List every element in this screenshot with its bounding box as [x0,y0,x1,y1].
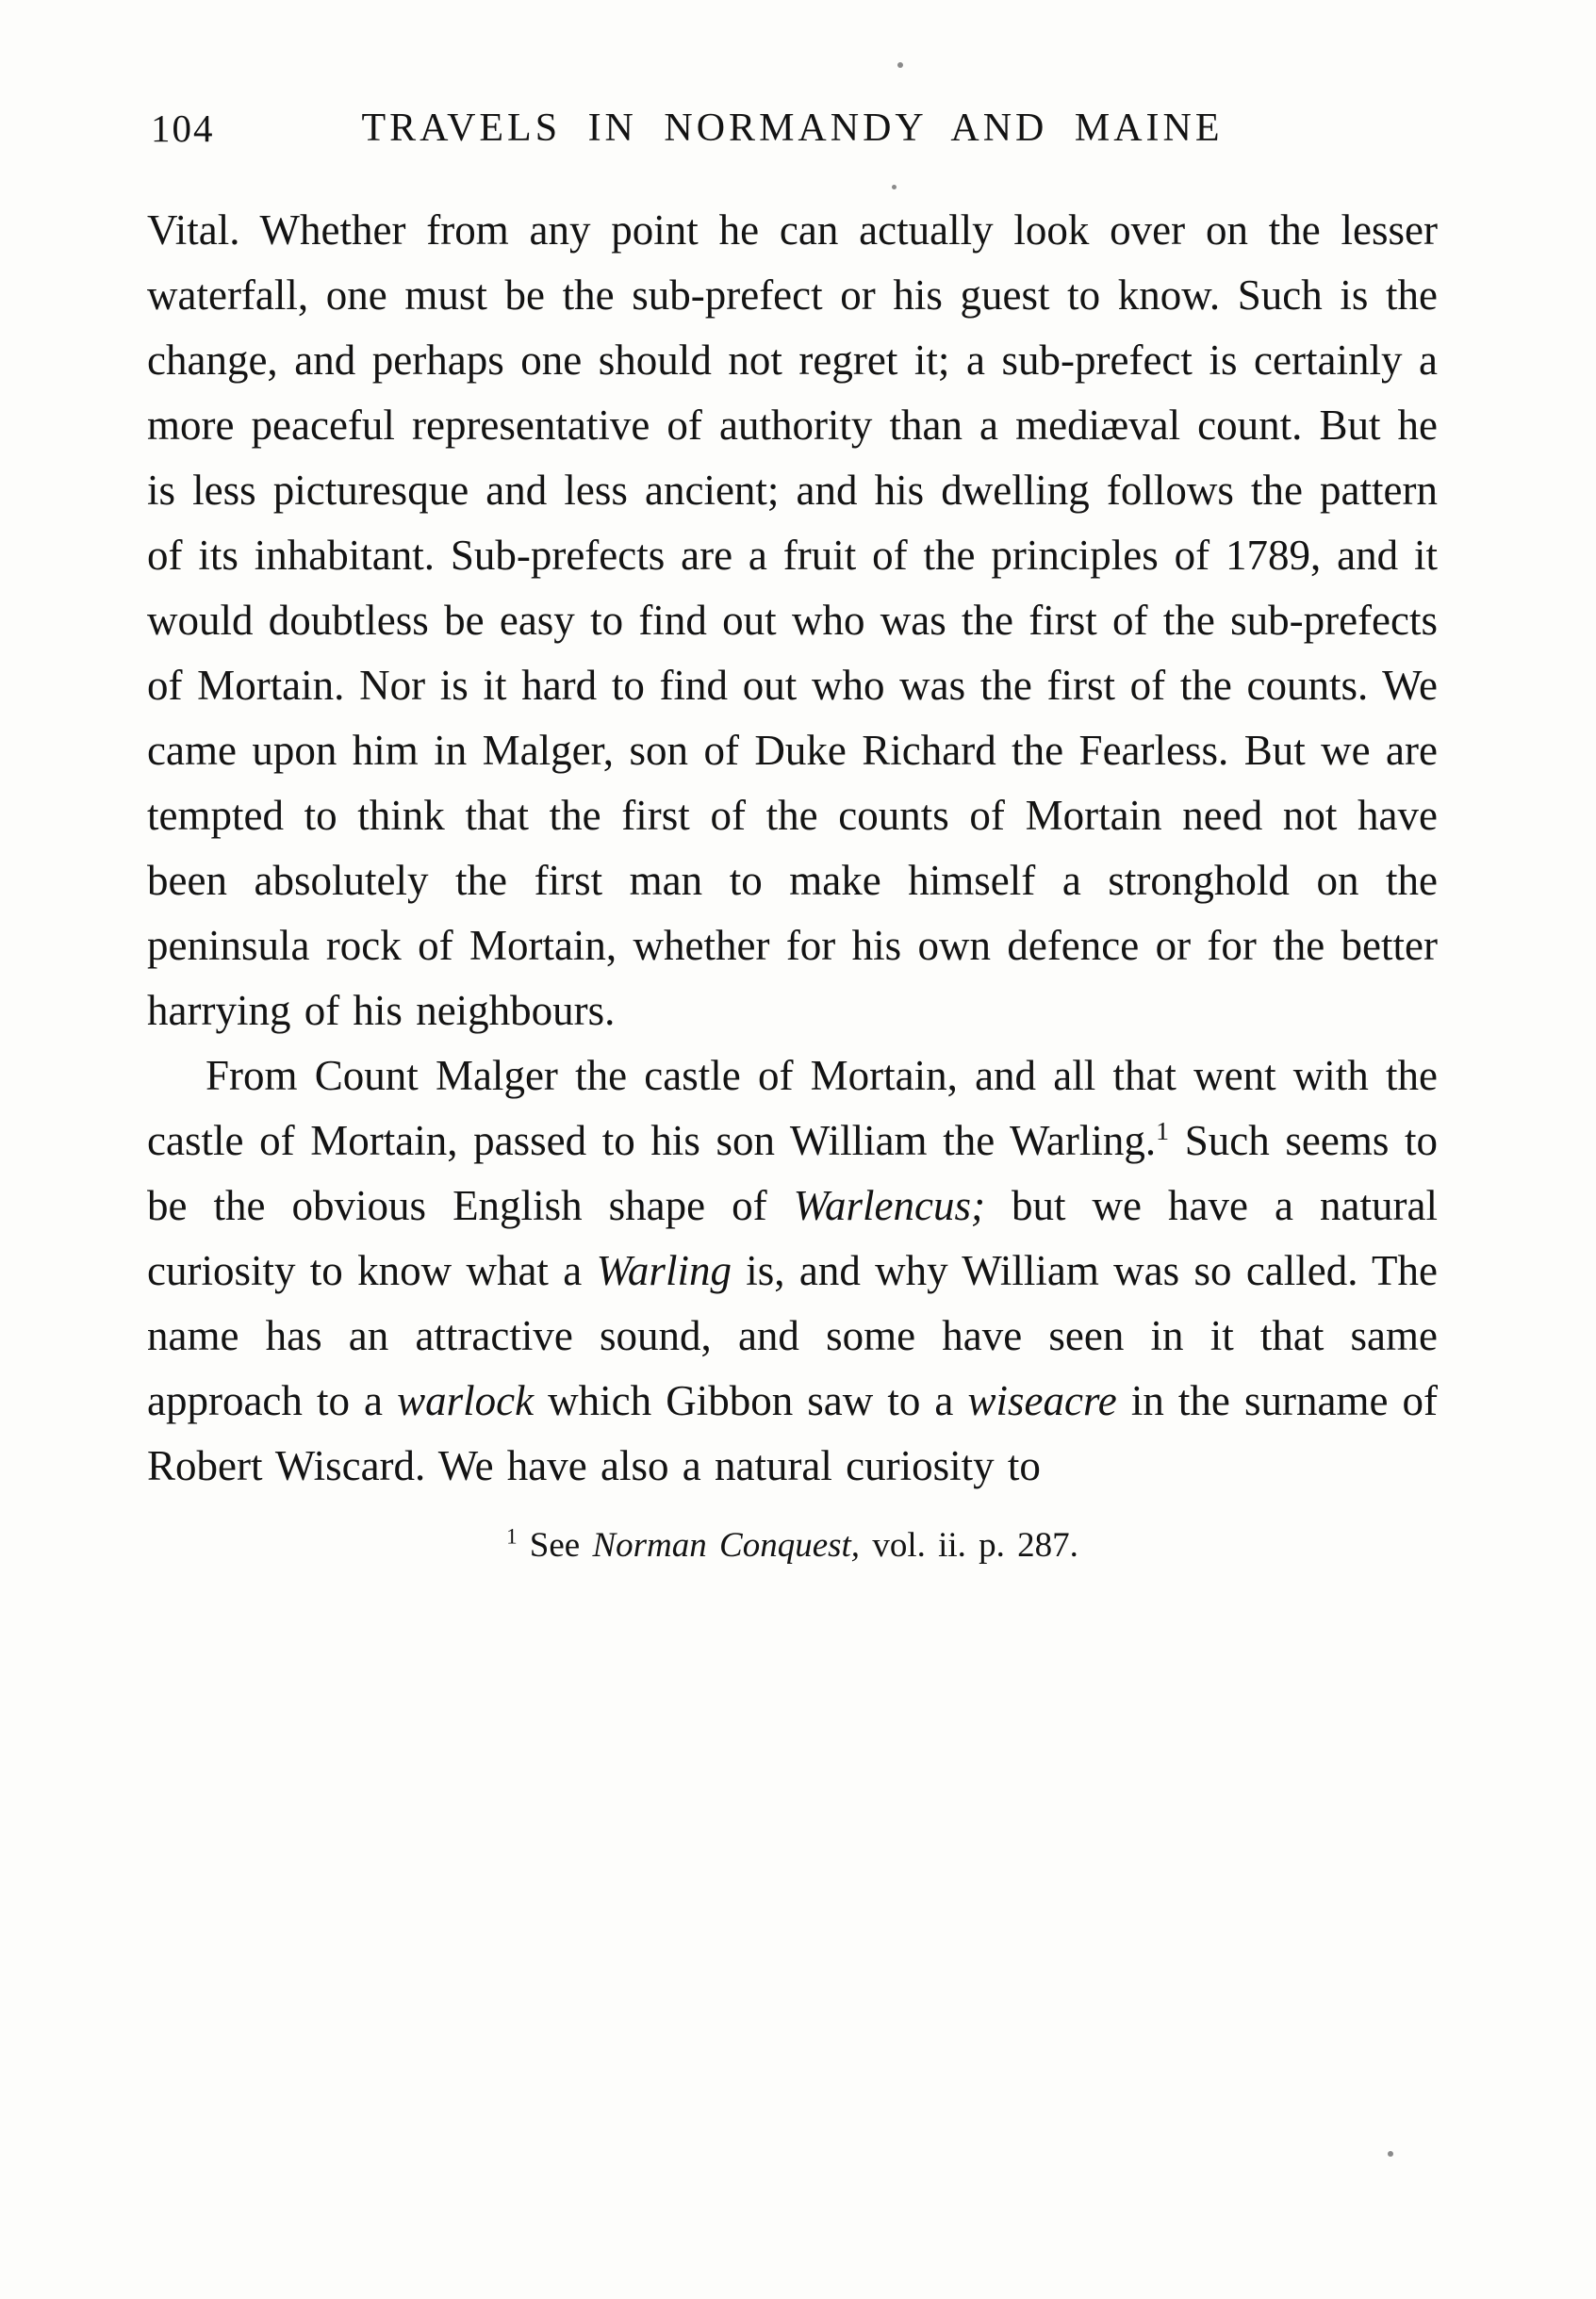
page-body [147,198,1438,1568]
scan-speck [897,62,903,68]
footnote: $^1$ See Norman Conquest, vol. ii. p. 287. [506,1524,1078,1565]
paragraph-1: Vital. Whether from any point he can actually look over on the lesser waterfall, one must be the sub-prefect or his guest to know. Such is the change, and perhaps one should not regret it; a sub-prefect is certainly a more peaceful representative of authority than a mediæval count. But he is less picturesque and less ancient; and his dwelling follows the pattern of its inhabitant. Sub-prefects are a fruit of the principles of 1789, and it would doubtless be easy to find out who was the first of the sub-prefects of Mortain. Nor is it hard to find out who was the first of the counts. We came upon him in Malger, son of Duke Richard the Fearless. But we are tempted to think that the first of the counts of Mortain need not have been absolutely the first man to make himself a stronghold on the peninsula rock of Mortain, whether for his own defence or for the better harrying of his neighbours. [147,206,1438,1034]
running-title: TRAVELS IN NORMANDY AND MAINE [361,107,1224,150]
scan-speck [1388,2151,1393,2157]
page-number: 104 [151,107,215,150]
paragraph-2: From Count Malger the castle of Mortain, and all that went with the castle of Mortain, passed to his son William the Warling.$^1$ Such seems to be the obvious English shape of Warlencus; but we have a natural curiosity to know what a Warling is, and why William was so called. The name has an attractive sound, and some have seen in it that same approach to a warlock which Gibbon saw to a wiseacre in the surname of Robert Wiscard. We have also a natural curiosity to [147,1052,1438,1489]
page-header [147,106,1438,166]
scan-speck [892,185,897,189]
